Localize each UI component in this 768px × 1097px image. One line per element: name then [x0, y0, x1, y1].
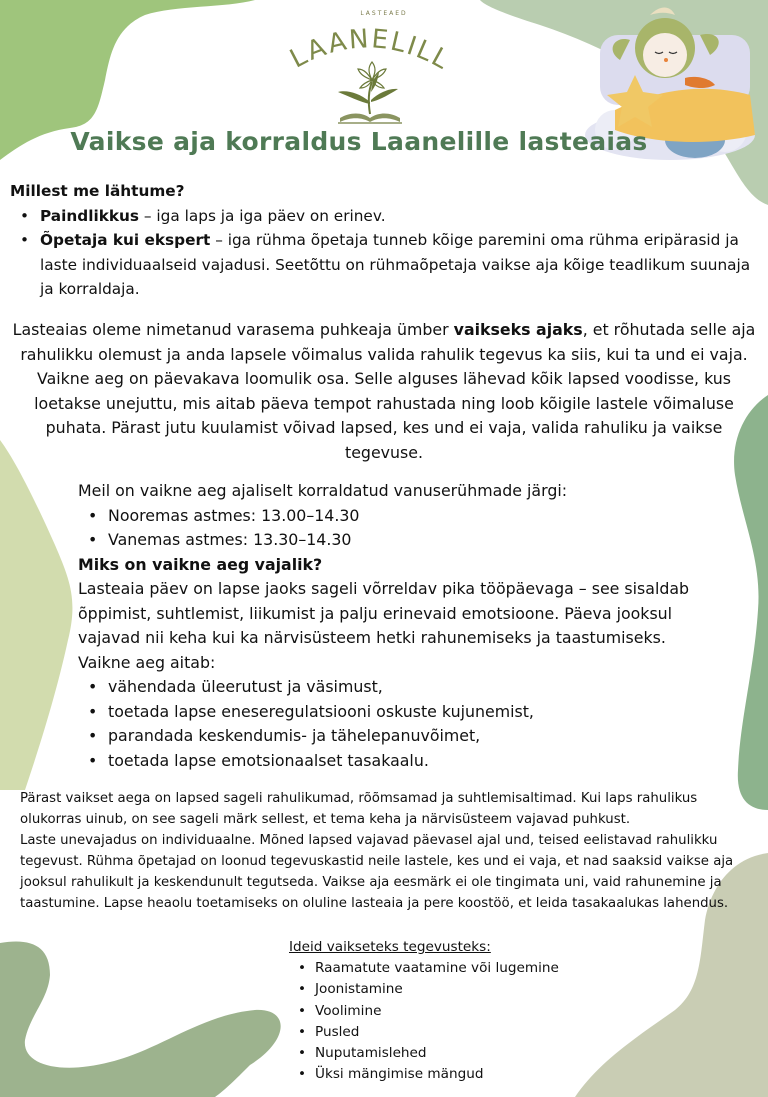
- intro-paragraph: [8, 318, 760, 465]
- principles-section: [10, 179, 762, 302]
- principle-text: – iga rühma õpetaja tunneb kõige paremini oma rühma eripärasid ja laste individuaalseid vajadusi. Seetõttu on rühmaõpetaja vaikse aja kõige teadlikum suunaja ja korraldaja.: [40, 231, 751, 298]
- list-item: • Üksi mängimise mängud: [289, 1064, 579, 1085]
- closing-paragraph: [20, 788, 740, 914]
- schedule-intro: Meil on vaikne aeg ajaliselt korraldatud vanuserühmade järgi:: [78, 481, 568, 500]
- ideas-heading: Ideid vaikseteks tegevusteks:: [289, 939, 491, 955]
- list-item: • Nooremas astmes: 13.00–14.30: [78, 504, 738, 529]
- principles-heading: Millest me lähtume?: [10, 182, 185, 200]
- list-item: • Vanemas astmes: 13.30–14.30: [78, 528, 738, 553]
- list-item: • toetada lapse eneseregulatsiooni oskuste kujunemist,: [78, 700, 738, 725]
- page-title: Vaikse aja korraldus Laanelille lasteaias: [70, 127, 648, 156]
- blob-bottom-left: [0, 942, 281, 1097]
- list-item: • Nuputamislehed: [289, 1043, 579, 1064]
- intro-text-end: , et rõhutada selle aja rahulikku olemust ja anda lapsele võimalus valida rahulik tegevus ka siis, kui ta und ei vaja. Vaikne aeg on päevakava loomulik osa. Selle alguses lähevad kõik lapsed voodisse, kus loetakse unejuttu, mis aitab päeva tempot rahustada ning loob kõigile lastele võimaluse puhata. Pärast jutu kuulamist võivad lapsed, kes und ei vaja, valida rahuliku ja vaikse tegevuse.: [20, 320, 756, 462]
- intro-text-start: Lasteaias oleme nimetanud varasema puhkeaja ümber: [12, 320, 454, 339]
- logo: [280, 22, 460, 132]
- principle-text: – iga laps ja iga päev on erinev.: [139, 206, 386, 225]
- schedule-list: [78, 504, 738, 553]
- blob-left-middle: [0, 440, 72, 790]
- ideas-list: [289, 958, 579, 1085]
- logo-subtitle: LASTEAED: [360, 10, 408, 17]
- principles-list: [10, 204, 762, 302]
- helps-list: [78, 675, 738, 773]
- list-item: [10, 204, 762, 229]
- list-item: • Voolimine: [289, 1001, 579, 1022]
- closing-text-2: Laste unevajadus on individuaalne. Mõned lapsed vajavad päevasel ajal und, teised eelistavad rahulikku tegevust. Rühma õpetajad on loonud tegevuskastid neile lastele, kes und ei vaja, et nad saaksid vaikse aja jooksul rahulikult ja keskendunult tegutseda. Vaikse aja eesmärk ei ole tingimata uni, vaid rahunemine ja taastumine. Lapse heaolu toetamiseks on oluline lasteaia ja pere koostöö, et leida tasakaalukas lahendus.: [20, 833, 734, 911]
- why-heading: Miks on vaikne aeg vajalik?: [78, 554, 323, 574]
- principle-title: Õpetaja kui ekspert: [40, 231, 211, 249]
- list-item: • toetada lapse emotsionaalset tasakaalu.: [78, 749, 738, 774]
- closing-text-1: Pärast vaikset aega on lapsed sageli rahulikumad, rõõmsamad ja suhtlemisaltimad. Kui laps rahulikus olukorras uinub, on see sageli märk sellest, et tema keha ja närvisüsteem vajavad puhkust.: [20, 791, 698, 827]
- ideas-section: [289, 937, 579, 1085]
- helps-intro: Vaikne aeg aitab:: [78, 652, 216, 672]
- why-body: Lasteaia päev on lapse jaoks sageli võrreldav pika tööpäevaga – see sisaldab õppimist, suhtlemist, liikumist ja palju erinevaid emotsioone. Päeva jooksul vajavad nii keha kui ka närvisüsteem hetki rahunemiseks ja taastumiseks.: [78, 579, 690, 647]
- list-item: • Joonistamine: [289, 979, 579, 1000]
- list-item: • vähendada üleerutust ja väsimust,: [78, 675, 738, 700]
- principle-title: Paindlikkus: [40, 206, 140, 225]
- list-item: [10, 228, 762, 302]
- list-item: • Pusled: [289, 1022, 579, 1043]
- logo-name: LAANELILL: [285, 24, 456, 77]
- list-item: • parandada keskendumis- ja tähelepanuvõimet,: [78, 724, 738, 749]
- list-item: • Raamatute vaatamine või lugemine: [289, 958, 579, 979]
- intro-emphasis: vaikseks ajaks: [453, 320, 583, 339]
- lily-on-book-icon: [338, 62, 402, 123]
- schedule-section: [78, 479, 738, 773]
